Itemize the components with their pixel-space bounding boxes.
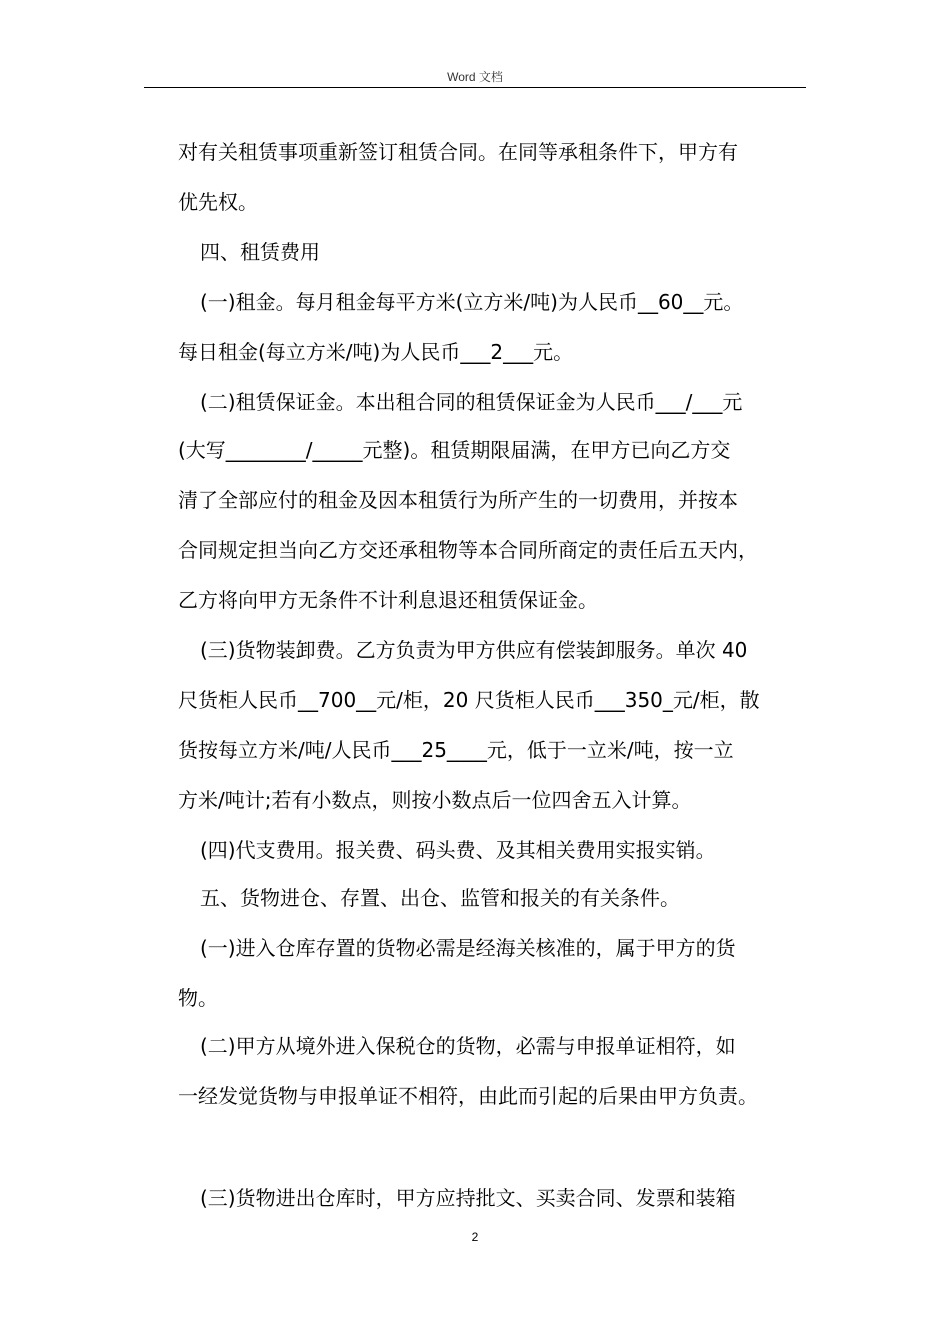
paragraph-line: (四)代支费用。报关费、码头费、及其相关费用实报实销。 [200, 838, 716, 862]
paragraph-line: (三)货物装卸费。乙方负责为甲方供应有偿装卸服务。单次 40 [200, 638, 748, 662]
paragraph-line: 对有关租赁事项重新签订租赁合同。在同等承租条件下，甲方有 [178, 140, 738, 164]
paragraph-line: (大写________/_____元整)。租赁期限届满，在甲方已向乙方交 [178, 438, 731, 462]
page-header: Word 文档 [447, 70, 503, 84]
paragraph-line: 货按每立方米/吨/人民币___25____元，低于一立米/吨，按一立 [178, 738, 734, 762]
page-number: 2 [471, 1230, 479, 1244]
section-heading: 五、货物进仓、存置、出仓、监管和报关的有关条件。 [200, 886, 680, 910]
paragraph-line: (二)甲方从境外进入保税仓的货物，必需与申报单证相符，如 [200, 1034, 736, 1058]
paragraph-line: 一经发觉货物与申报单证不相符，由此而引起的后果由甲方负责。 [178, 1084, 758, 1108]
paragraph-line: (一)进入仓库存置的货物必需是经海关核准的，属于甲方的货 [200, 936, 736, 960]
paragraph-line: 乙方将向甲方无条件不计利息退还租赁保证金。 [178, 588, 598, 612]
paragraph-line: 优先权。 [178, 190, 258, 214]
paragraph-line: (三)货物进出仓库时，甲方应持批文、买卖合同、发票和装箱 [200, 1186, 736, 1210]
paragraph-line: 物。 [178, 986, 218, 1010]
paragraph-line: (二)租赁保证金。本出租合同的租赁保证金为人民币___/___元 [200, 390, 743, 414]
paragraph-line: 合同规定担当向乙方交还承租物等本合同所商定的责任后五天内， [178, 538, 758, 562]
paragraph-line: 尺货柜人民币__700__元/柜，20 尺货柜人民币___350_元/柜，散 [178, 688, 760, 712]
paragraph-line: 方米/吨计;若有小数点，则按小数点后一位四舍五入计算。 [178, 788, 692, 812]
section-heading: 四、租赁费用 [200, 240, 320, 264]
paragraph-line: (一)租金。每月租金每平方米(立方米/吨)为人民币__60__元。 [200, 290, 744, 314]
header-divider [144, 87, 806, 88]
paragraph-line: 每日租金(每立方米/吨)为人民币___2___元。 [178, 340, 574, 364]
paragraph-line: 清了全部应付的租金及因本租赁行为所产生的一切费用，并按本 [178, 488, 738, 512]
